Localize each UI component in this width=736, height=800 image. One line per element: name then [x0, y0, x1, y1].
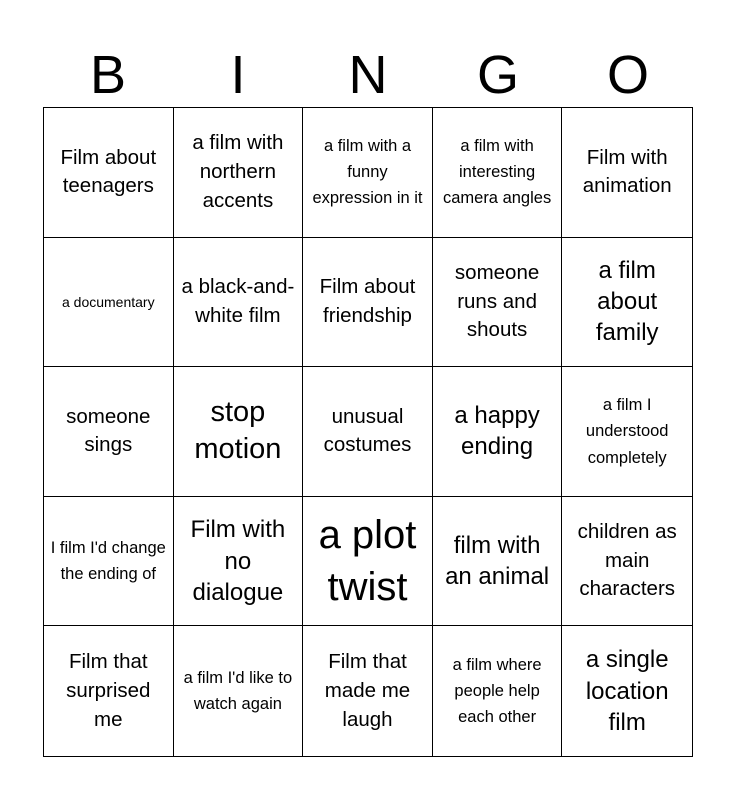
bingo-cell[interactable]	[562, 238, 692, 368]
cell-label: a documentary	[61, 293, 155, 310]
bingo-board	[43, 107, 693, 757]
cell-label: a film with northern accents	[192, 131, 284, 212]
bingo-cell[interactable]	[562, 497, 692, 627]
cell-label: stop motion	[194, 395, 282, 466]
cell-label: a plot twist	[318, 513, 417, 610]
bingo-cell[interactable]	[44, 626, 174, 756]
cell-label: someone sings	[66, 404, 151, 457]
cell-label: Film with animation	[582, 145, 672, 198]
bingo-cell[interactable]	[303, 238, 433, 368]
bingo-cell[interactable]	[303, 108, 433, 238]
bingo-cell[interactable]	[303, 626, 433, 756]
bingo-cell[interactable]	[433, 367, 563, 497]
cell-label: children as main characters	[577, 520, 677, 601]
cell-label: a film where people help each other	[452, 655, 542, 727]
bingo-cell[interactable]	[174, 238, 304, 368]
cell-label: a black-and-white film	[181, 275, 295, 327]
header-letter-i: I	[230, 45, 246, 105]
cell-label: I film I'd change the ending of	[50, 538, 166, 584]
cell-label: a film I'd like to watch again	[183, 668, 293, 714]
bingo-cell[interactable]	[303, 497, 433, 627]
cell-label: a film I understood completely	[585, 395, 669, 467]
bingo-cell[interactable]	[44, 108, 174, 238]
bingo-header	[43, 42, 693, 108]
header-letter-n: N	[348, 45, 388, 105]
cell-label: a film about family	[595, 257, 659, 347]
header-letter-b: B	[89, 45, 127, 105]
cell-label: someone runs and shouts	[454, 260, 540, 342]
bingo-cell[interactable]	[433, 497, 563, 627]
bingo-cell[interactable]	[433, 108, 563, 238]
cell-label: film with an animal	[445, 531, 550, 591]
cell-label: a film with interesting camera angles	[442, 136, 552, 208]
bingo-cell[interactable]	[562, 108, 692, 238]
bingo-cell[interactable]	[174, 367, 304, 497]
header-letter-o: O	[606, 45, 649, 105]
bingo-cell[interactable]	[433, 626, 563, 756]
cell-label: Film that made me laugh	[324, 650, 411, 731]
bingo-cell[interactable]	[433, 238, 563, 368]
bingo-cell[interactable]	[303, 367, 433, 497]
bingo-cell[interactable]	[174, 108, 304, 238]
bingo-cell[interactable]	[562, 367, 692, 497]
cell-label: Film that surprised me	[66, 650, 151, 731]
bingo-cell[interactable]	[44, 367, 174, 497]
cell-label: a single location film	[585, 646, 669, 736]
bingo-cell[interactable]	[174, 497, 304, 627]
bingo-cell[interactable]	[174, 626, 304, 756]
header-letter-g: G	[476, 45, 519, 105]
cell-label: Film about friendship	[319, 275, 416, 327]
bingo-cell[interactable]	[562, 626, 692, 756]
cell-label: Film about teenagers	[60, 145, 157, 198]
cell-label: a film with a funny expression in it	[312, 136, 423, 208]
cell-label: unusual costumes	[323, 404, 412, 457]
cell-label: Film with no dialogue	[190, 516, 286, 606]
bingo-cell[interactable]	[44, 238, 174, 368]
cell-label: a happy ending	[454, 402, 540, 461]
bingo-cell[interactable]	[44, 497, 174, 627]
